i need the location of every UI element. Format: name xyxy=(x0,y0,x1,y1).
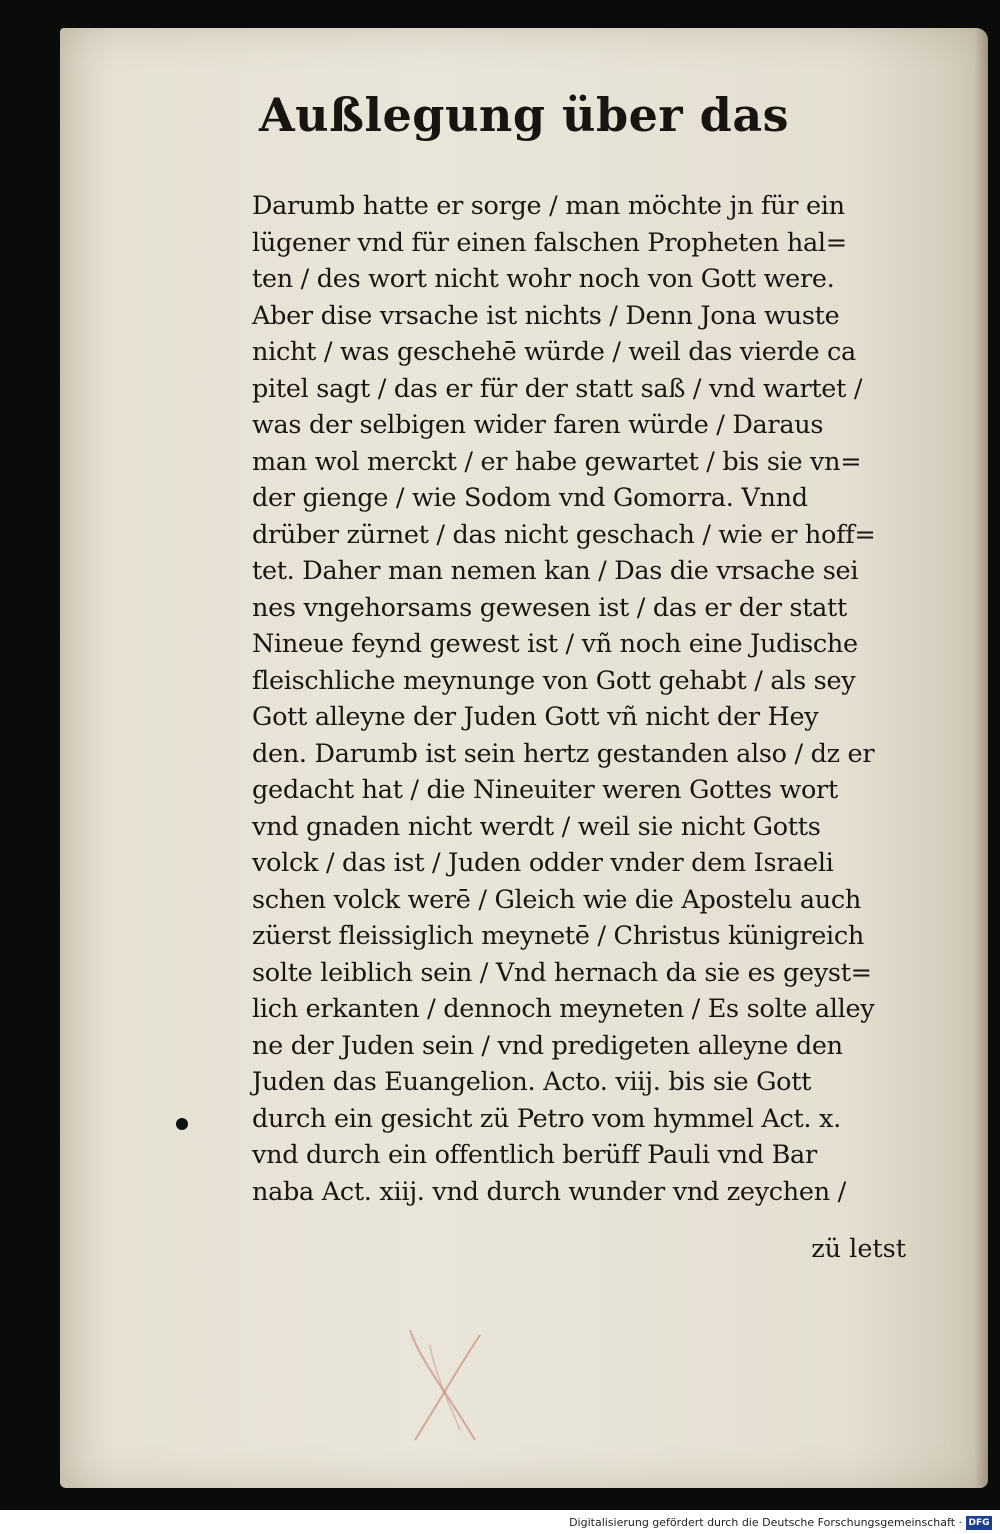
text-line: züerst fleissiglich meynetē / Christus künigreich xyxy=(252,921,864,951)
text-line: vnd gnaden nicht werdt / weil sie nicht Gotts xyxy=(252,811,821,842)
text-line: naba Act. xiij. vnd durch wunder vnd zeychen / xyxy=(252,1176,846,1207)
text-line: was der selbigen wider faren würde / Daraus xyxy=(252,410,824,440)
text-line: Aber dise vrsache ist nichts / Denn Jona wuste xyxy=(252,300,840,331)
dfg-logo: DFG xyxy=(966,1516,992,1530)
text-line: lich erkanten / dennoch meyneten / Es solte alley xyxy=(252,994,875,1024)
text-line: tet. Daher man nemen kan / Das die vrsache sei xyxy=(252,556,859,586)
text-line: ne der Juden sein / vnd predigeten alleyne den xyxy=(252,1030,843,1061)
text-line: lügener vnd für einen falschen Propheten hal= xyxy=(252,227,847,258)
text-line: der gienge / wie Sodom vnd Gomorra. Vnnd xyxy=(252,483,808,513)
ink-blot xyxy=(176,1118,188,1130)
text-line: fleischliche meynunge von Gott gehabt / als sey xyxy=(252,665,856,696)
text-line: drüber zürnet / das nicht geschach / wie er hoff= xyxy=(252,519,876,550)
text-line: Gott alleyne der Juden Gott vñ nicht der Hey xyxy=(252,702,819,732)
text-line: durch ein gesicht zü Petro vom hymmel Act. x. xyxy=(252,1103,841,1134)
text-line: solte leiblich sein / Vnd hernach da sie es geyst= xyxy=(252,957,872,988)
digitization-credit: Digitalisierung gefördert durch die Deutsche Forschungsgemeinschaft · xyxy=(569,1516,962,1529)
body-text xyxy=(252,188,922,1210)
text-line: pitel sagt / das er für der statt saß / vnd wartet / xyxy=(252,373,863,404)
text-line: nicht / was geschehē würde / weil das vierde ca xyxy=(252,337,856,367)
footer-strip xyxy=(0,1510,1000,1534)
text-line: gedacht hat / die Nineuiter weren Gottes wort xyxy=(252,775,838,805)
text-line: man wol merckt / er habe gewartet / bis sie vn= xyxy=(252,446,862,477)
text-line: Nineue feynd gewest ist / vñ noch eine Judische xyxy=(252,629,858,659)
page-edge-shadow xyxy=(974,28,988,1488)
text-line: Juden das Euangelion. Acto. viij. bis sie Gott xyxy=(252,1067,812,1097)
text-line: Darumb hatte er sorge / man möchte jn für ein xyxy=(252,191,845,221)
catchword: zü letst xyxy=(811,1234,906,1264)
text-line: vnd durch ein offentlich berüff Pauli vnd Bar xyxy=(252,1140,817,1170)
text-line: nes vngehorsams gewesen ist / das er der statt xyxy=(252,592,847,623)
text-line: ten / des wort nicht wohr noch von Gott were. xyxy=(252,264,835,294)
text-line: volck / das ist / Juden odder vnder dem Israeli xyxy=(252,848,834,878)
pencil-mark xyxy=(390,1320,500,1450)
text-line: den. Darumb ist sein hertz gestanden also / dz er xyxy=(252,738,875,769)
book-page xyxy=(60,28,988,1488)
running-header: Außlegung über das xyxy=(258,88,790,142)
text-line: schen volck werē / Gleich wie die Apostelu auch xyxy=(252,884,862,915)
